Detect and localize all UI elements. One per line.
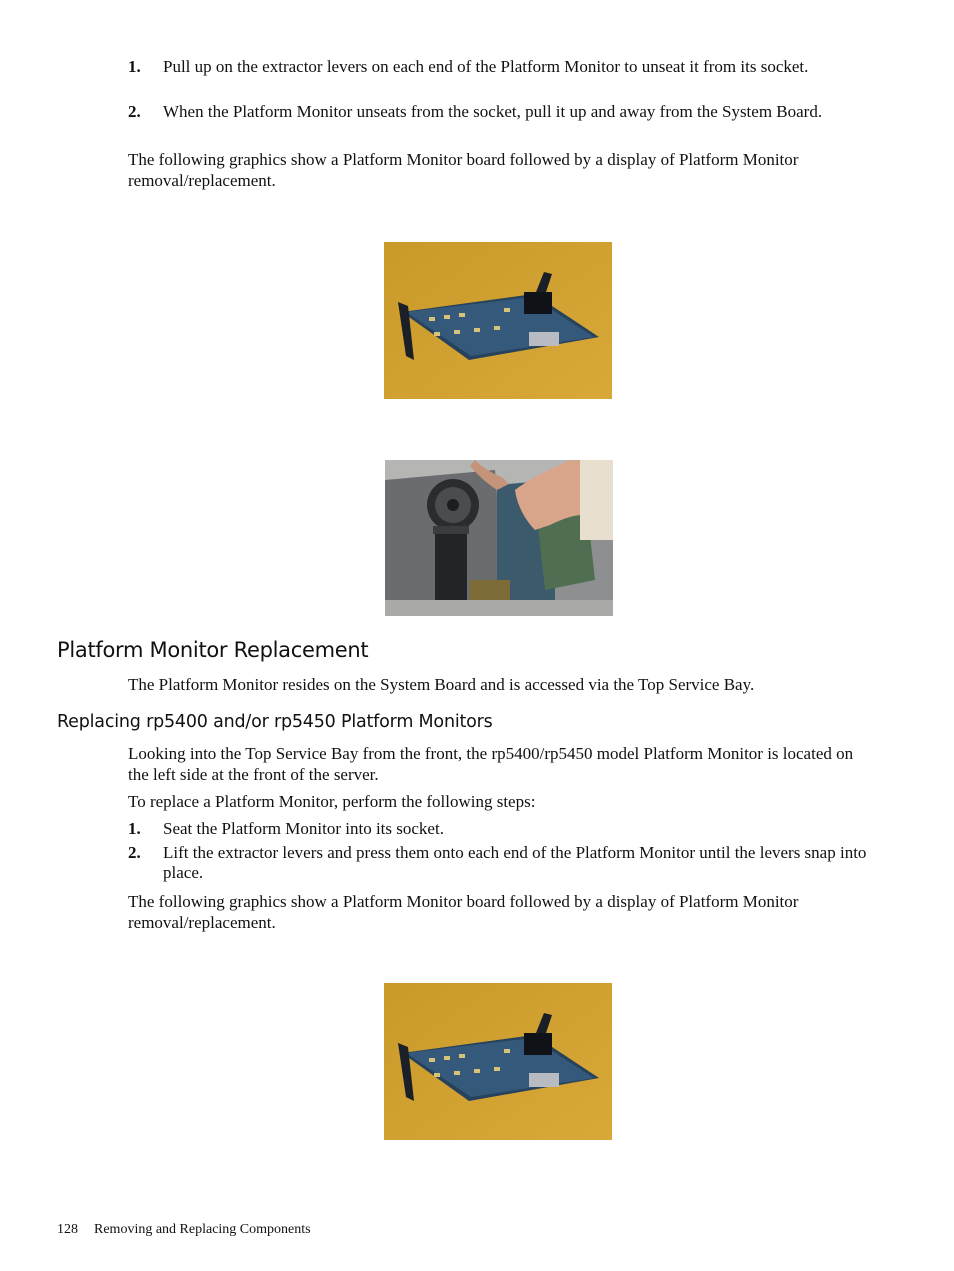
platform-monitor-board-photo-2 xyxy=(384,983,612,1140)
removal-step-1 xyxy=(128,57,873,77)
step-number: 1. xyxy=(128,57,141,76)
page-footer xyxy=(57,1222,311,1238)
step-text: Seat the Platform Monitor into its socket. xyxy=(163,819,444,838)
steps-intro-paragraph: To replace a Platform Monitor, perform the following steps: xyxy=(128,792,536,811)
step-number: 2. xyxy=(128,102,141,121)
subsection-intro-paragraph: Looking into the Top Service Bay from the front, the rp5400/rp5450 model Platform Monitor is located on the left side at the front of the server. xyxy=(128,744,854,784)
platform-monitor-board-photo xyxy=(384,242,612,399)
graphics-note-paragraph-2: The following graphics show a Platform Monitor board followed by a display of Platform Monitor removal/replacement. xyxy=(128,892,799,932)
removal-step-2 xyxy=(128,102,873,122)
step-number: 2. xyxy=(128,843,141,862)
section-heading: Platform Monitor Replacement xyxy=(57,638,369,662)
page-number: 128 xyxy=(57,1222,78,1237)
replace-step-1 xyxy=(128,819,873,839)
subsection-heading: Replacing rp5400 and/or rp5450 Platform Monitors xyxy=(57,712,493,732)
platform-monitor-removal-photo xyxy=(385,460,613,616)
step-number: 1. xyxy=(128,819,141,838)
graphics-note-paragraph: The following graphics show a Platform Monitor board followed by a display of Platform Monitor removal/replacement. xyxy=(128,150,799,190)
section-intro-paragraph: The Platform Monitor resides on the System Board and is accessed via the Top Service Bay. xyxy=(128,675,755,694)
chapter-title: Removing and Replacing Components xyxy=(94,1222,311,1237)
replace-step-2 xyxy=(128,843,873,883)
step-text: When the Platform Monitor unseats from the socket, pull it up and away from the System Board. xyxy=(163,102,823,121)
step-text: Lift the extractor levers and press them onto each end of the Platform Monitor until the levers snap into place. xyxy=(163,843,867,882)
step-text: Pull up on the extractor levers on each end of the Platform Monitor to unseat it from its socket. xyxy=(163,57,809,76)
